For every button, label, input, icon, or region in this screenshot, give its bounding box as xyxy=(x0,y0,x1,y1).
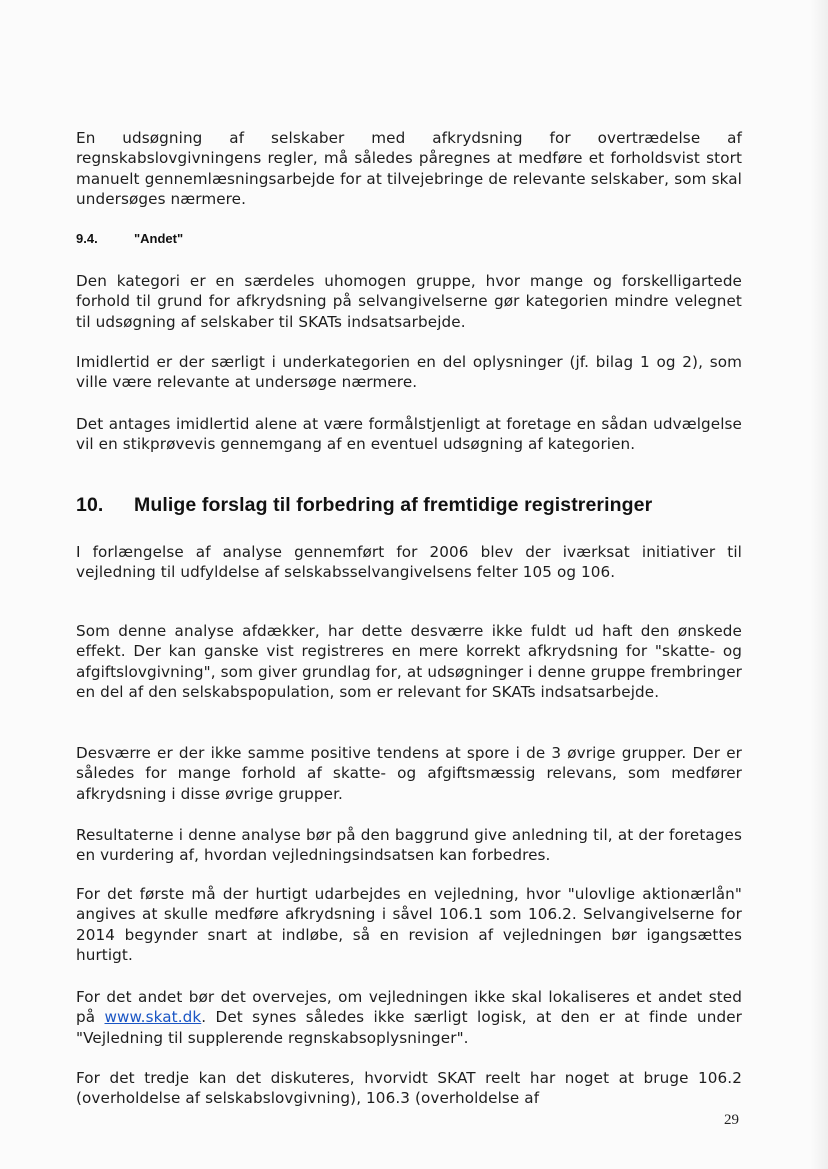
section-10-paragraph-2: Som denne analyse afdækker, har dette desværre ikke fuldt ud haft den ønskede effekt. Der kan ganske vist registreres en mere korrekt afkrydsning for "skatte- og afgiftslovgivning", som giver grundlag for, at udsøgninger i denne gruppe frembringer en del af den selskabspopulation, som er relevant for SKATs indsatsarbejde. xyxy=(76,622,742,702)
section-9-4-heading xyxy=(76,231,183,246)
andet-paragraph-2: Imidlertid er der særligt i underkategorien en del oplysninger (jf. bilag 1 og 2), som ville være relevante at undersøge nærmere. xyxy=(76,353,742,392)
intro-paragraph: En udsøgning af selskaber med afkrydsning for overtrædelse af regnskabslovgivningens regler, må således påregnes at medføre et forholdsvist stort manuelt gennemlæsningsarbejde for at tilvejebringe de relevante selskaber, som skal undersøges nærmere. xyxy=(76,129,742,209)
paragraph-6-text-after: . Det synes således ikke særligt logisk, at den er at finde under "Vejledning til supplerende regnskabsoplysninger". xyxy=(76,1008,743,1047)
section-10-number: 10. xyxy=(76,494,104,516)
section-10-heading xyxy=(76,494,652,517)
andet-paragraph-3: Det antages imidlertid alene at være formålstjenligt at foretage en sådan udvælgelse vil en stikprøvevis gennemgang af en eventuel udsøgning af kategorien. xyxy=(76,415,742,454)
skat-website-link[interactable]: www.skat.dk xyxy=(104,1008,202,1027)
section-10-paragraph-5: For det første må der hurtigt udarbejdes en vejledning, hvor "ulovlige aktionærlån" angives at skulle medføre afkrydsning i såvel 106.1 som 106.2. Selvangivelserne for 2014 begynder snart at indløbe, så en revision af vejledningen bør igangsættes hurtigt. xyxy=(76,885,742,965)
section-10-paragraph-1: I forlængelse af analyse gennemført for 2006 blev der iværksat initiativer til vejledning til udfyldelse af selskabsselvangivelsens felter 105 og 106. xyxy=(76,543,742,582)
page-edge-shadow xyxy=(810,0,828,1169)
section-10-paragraph-3: Desværre er der ikke samme positive tendens at spore i de 3 øvrige grupper. Der er således for mange forhold af skatte- og afgiftsmæssig relevans, som medfører afkrydsning i disse øvrige grupper. xyxy=(76,744,742,803)
andet-paragraph-1: Den kategori er en særdeles uhomogen gruppe, hvor mange og forskelligartede forhold til grund for afkrydsning på selvangivelserne gør kategorien mindre velegnet til udsøgning af selskaber til SKATs indsatsarbejde. xyxy=(76,272,742,331)
paragraph-6-text-before: For det andet bør det overvejes, om vejledningen ikke skal lokaliseres et andet sted på xyxy=(76,988,742,1027)
page-number: 29 xyxy=(724,1112,739,1128)
section-10-paragraph-4: Resultaterne i denne analyse bør på den baggrund give anledning til, at der foretages en vurdering af, hvordan vejledningsindsatsen kan forbedres. xyxy=(76,826,742,865)
section-9-4-title: "Andet" xyxy=(134,231,184,246)
section-10-title: Mulige forslag til forbedring af fremtidige registreringer xyxy=(134,494,653,516)
section-9-4-number: 9.4. xyxy=(76,231,98,246)
section-10-paragraph-6 xyxy=(76,987,742,1048)
section-10-paragraph-7: For det tredje kan det diskuteres, hvorvidt SKAT reelt har noget at bruge 106.2 (overholdelse af selskabslovgivning), 106.3 (overholdelse af xyxy=(76,1069,742,1108)
